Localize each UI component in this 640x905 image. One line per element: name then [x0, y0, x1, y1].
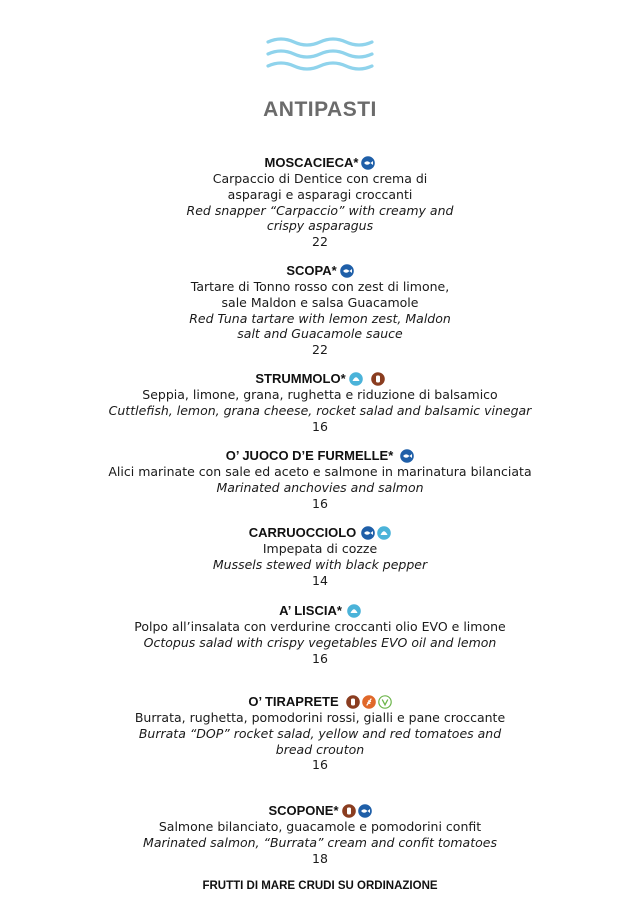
- price: 16: [312, 650, 328, 666]
- menu-item-carruocciolo: [0, 524, 640, 588]
- italian-description: Carpaccio di Dentice con crema di: [212, 171, 428, 186]
- dish-name: O’ TIRAPRETE: [248, 694, 339, 709]
- dish-name: CARRUOCCIOLO: [248, 525, 357, 540]
- dish-name: MOSCACIECA*: [264, 155, 359, 170]
- english-description: Octopus salad with crispy vegetables EVO oil and lemon: [143, 634, 497, 650]
- italian-description: asparagi e asparagi croccanti: [227, 186, 413, 202]
- fish-icon: [361, 526, 375, 540]
- price: 22: [312, 234, 328, 250]
- menu-item-scopa: [0, 262, 640, 358]
- dish-name: A’ LISCIA*: [279, 603, 342, 618]
- section-title: ANTIPASTI: [263, 98, 377, 121]
- italian-description: Alici marinate con sale ed aceto e salmone in marinatura bilanciata: [108, 464, 532, 479]
- price: 16: [312, 495, 328, 511]
- price: 14: [312, 572, 328, 588]
- english-description: Cuttlefish, lemon, grana cheese, rocket salad and balsamic vinegar: [108, 402, 532, 418]
- fish-icon: [340, 264, 354, 278]
- english-description: Red Tuna tartare with lemon zest, Maldon: [189, 310, 451, 326]
- english-description: Burrata “DOP” rocket salad, yellow and red tomatoes and: [138, 725, 502, 741]
- english-description: Mussels stewed with black pepper: [212, 556, 428, 572]
- footer-note: FRUTTI DI MARE CRUDI SU ORDINAZIONE: [202, 880, 438, 892]
- price: 16: [312, 757, 328, 773]
- menu-item-scopone: [0, 802, 640, 866]
- price: 18: [312, 850, 328, 866]
- cheese-icon: [346, 695, 360, 709]
- menu-item-o-juoco-de-furmelle: [0, 447, 640, 511]
- italian-description: Salmone bilanciato, guacamole e pomodorini confit: [158, 819, 482, 834]
- dish-name: SCOPA*: [286, 263, 337, 278]
- english-description: salt and Guacamole sauce: [237, 326, 403, 342]
- italian-description: Seppia, limone, grana, rughetta e riduzione di balsamico: [142, 387, 498, 402]
- italian-description: Tartare di Tonno rosso con zest di limone,: [190, 279, 450, 294]
- dish-name: SCOPONE*: [268, 803, 339, 818]
- menu-item-a-liscia: [0, 602, 640, 666]
- cheese-icon: [342, 804, 356, 818]
- cheese-icon: [371, 372, 385, 386]
- gluten-icon: [362, 695, 376, 709]
- menu-item-strummolo: [0, 370, 640, 434]
- english-description: Red snapper “Carpaccio” with creamy and: [186, 202, 454, 218]
- english-description: crispy asparagus: [266, 218, 374, 234]
- menu-item-o-tiraprete: [0, 693, 640, 773]
- price: 16: [312, 418, 328, 434]
- italian-description: Burrata, rughetta, pomodorini rossi, gialli e pane croccante: [134, 710, 506, 725]
- italian-description: sale Maldon e salsa Guacamole: [221, 294, 419, 310]
- fish-icon: [361, 156, 375, 170]
- english-description: bread crouton: [275, 741, 365, 757]
- fish-icon: [400, 449, 414, 463]
- waves-logo-icon: [265, 37, 375, 73]
- dish-name: STRUMMOLO*: [255, 371, 346, 386]
- price: 22: [312, 342, 328, 358]
- shell-icon: [377, 526, 391, 540]
- menu-item-moscacieca: [0, 154, 640, 250]
- english-description: Marinated salmon, “Burrata” cream and confit tomatoes: [143, 834, 497, 850]
- vegetarian-icon: [378, 695, 392, 709]
- dish-name: O’ JUOCO D’E FURMELLE*: [225, 448, 394, 463]
- fish-icon: [358, 804, 372, 818]
- shell-icon: [347, 604, 361, 618]
- italian-description: Impepata di cozze: [262, 541, 378, 556]
- english-description: Marinated anchovies and salmon: [216, 479, 424, 495]
- italian-description: Polpo all’insalata con verdurine croccanti olio EVO e limone: [134, 619, 506, 634]
- shell-icon: [349, 372, 363, 386]
